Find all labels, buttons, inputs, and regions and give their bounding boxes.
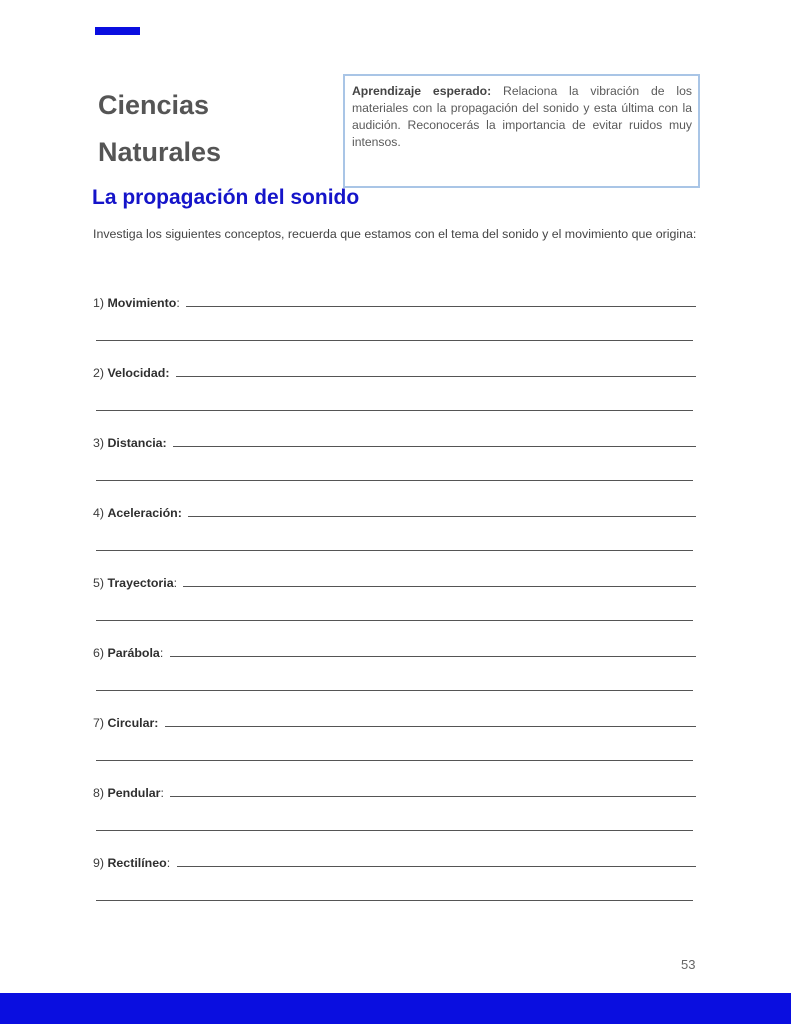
question-number: 1) (93, 296, 108, 310)
answer-line[interactable] (170, 796, 696, 797)
question-colon (182, 506, 185, 520)
question-colon (169, 366, 172, 380)
learning-objective-label: Aprendizaje esperado: (352, 84, 492, 98)
answer-line-continuation[interactable] (96, 480, 693, 481)
question-colon: : (173, 576, 181, 590)
question-item (93, 362, 696, 432)
question-term: Parábola (107, 646, 160, 660)
question-term: Distancia: (107, 436, 167, 450)
question-colon: : (160, 786, 168, 800)
answer-line[interactable] (186, 306, 696, 307)
learning-objective-text: Relaciona la vibración de los materiales con la propagación del sonido y esta última con la audición. Reconocerás la importancia de evitar ruidos muy intensos. (352, 84, 692, 149)
answer-line[interactable] (176, 376, 696, 377)
question-item (93, 432, 696, 502)
question-item (93, 572, 696, 642)
answer-line-continuation[interactable] (96, 760, 693, 761)
question-term: Aceleración: (107, 506, 182, 520)
question-number: 9) (93, 856, 108, 870)
question-term: Circular: (107, 716, 159, 730)
answer-line[interactable] (188, 516, 696, 517)
question-number: 3) (93, 436, 108, 450)
question-item (93, 782, 696, 852)
footer-bar (0, 993, 791, 1024)
question-number: 4) (93, 506, 108, 520)
answer-line-continuation[interactable] (96, 620, 693, 621)
question-number: 5) (93, 576, 108, 590)
question-term: Pendular (107, 786, 161, 800)
question-term: Rectilíneo (107, 856, 167, 870)
answer-line[interactable] (177, 866, 696, 867)
question-term: Trayectoria (107, 576, 174, 590)
section-title: La propagación del sonido (92, 186, 360, 209)
subject-line-2: Naturales (98, 137, 222, 167)
question-colon (158, 716, 161, 730)
question-item (93, 502, 696, 572)
subject-title (98, 82, 328, 176)
question-colon: : (159, 646, 167, 660)
question-number: 7) (93, 716, 108, 730)
question-number: 2) (93, 366, 108, 380)
top-accent-bar (95, 27, 140, 35)
question-term: Movimiento (107, 296, 177, 310)
answer-line[interactable] (183, 586, 696, 587)
learning-objective-box (343, 74, 700, 188)
answer-line[interactable] (170, 656, 696, 657)
answer-line-continuation[interactable] (96, 690, 693, 691)
question-number: 6) (93, 646, 108, 660)
question-item (93, 712, 696, 782)
instructions-text: Investiga los siguientes conceptos, recuerda que estamos con el tema del sonido y el movimiento que origina: (93, 227, 697, 241)
answer-line-continuation[interactable] (96, 900, 693, 901)
answer-line[interactable] (165, 726, 696, 727)
question-colon: : (176, 296, 184, 310)
questions-list (93, 292, 696, 922)
page-number: 53 (681, 957, 696, 972)
question-colon (167, 436, 170, 450)
answer-line-continuation[interactable] (96, 340, 693, 341)
answer-line-continuation[interactable] (96, 410, 693, 411)
subject-line-1: Ciencias (98, 90, 210, 120)
answer-line[interactable] (173, 446, 696, 447)
question-term: Velocidad: (107, 366, 170, 380)
question-item (93, 642, 696, 712)
question-colon: : (166, 856, 174, 870)
answer-line-continuation[interactable] (96, 550, 693, 551)
question-item (93, 852, 696, 922)
question-number: 8) (93, 786, 108, 800)
question-item (93, 292, 696, 362)
answer-line-continuation[interactable] (96, 830, 693, 831)
